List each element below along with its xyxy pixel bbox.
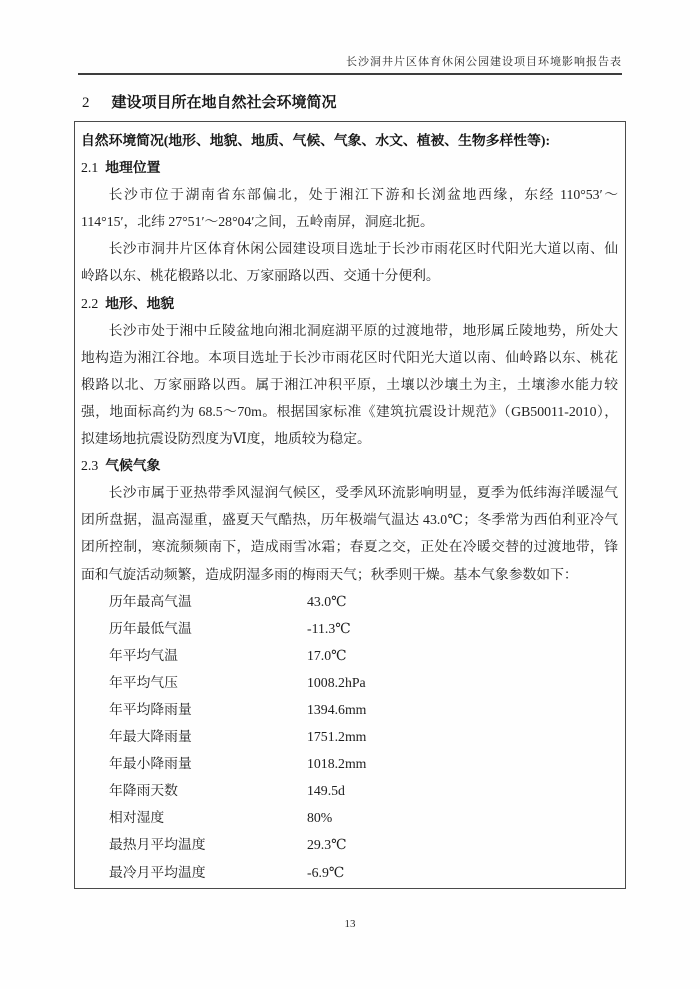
parameter-value: 149.5d <box>307 783 345 799</box>
natural-environment-panel <box>74 121 626 889</box>
parameter-label: 最冷月平均温度 <box>109 864 206 880</box>
climate-row <box>109 750 618 777</box>
climate-row <box>109 669 618 696</box>
page-footer <box>0 918 700 930</box>
header-title: 长沙洞井片区体育休闲公园建设项目环境影响报告表 <box>346 56 622 68</box>
chapter-number: 2 <box>82 95 90 111</box>
section-title: 地形、地貌 <box>105 295 175 311</box>
panel-title: 自然环境简况(地形、地貌、地质、气候、气象、水文、植被、生物多样性等): <box>81 133 551 148</box>
paragraph: 长沙市洞井片区体育休闲公园建设项目选址于长沙市雨花区时代阳光大道以南、仙岭路以东、桃花椴路以北、万家丽路以西、交通十分便利。 <box>81 241 618 284</box>
paragraph: 长沙市属于亚热带季风湿润气候区，受季风环流影响明显，夏季为低纬海洋暖湿气团所盘据，温高湿重，盛夏天气酷热，历年极端气温达 43.0℃；冬季常为西伯利亚冷气团所控制，寒流频频南下，造成雨雪冰霜；春夏之交，正处在冷暖交替的过渡地带，锋面和气旋活动频繁，造成阴湿多雨的梅雨天气；秋季则干燥。基本气象参数如下： <box>81 485 618 582</box>
parameter-value: 17.0℃ <box>307 647 347 663</box>
chapter-title: 建设项目所在地自然社会环境简况 <box>111 95 337 111</box>
climate-parameter-list <box>109 588 618 886</box>
section-heading-terrain <box>81 290 618 317</box>
climate-row <box>109 696 618 723</box>
parameter-label: 相对湿度 <box>109 810 165 826</box>
parameter-value: 1751.2mm <box>307 729 367 745</box>
parameter-value: 1008.2hPa <box>307 674 366 690</box>
parameter-value: 29.3℃ <box>307 837 347 853</box>
parameter-label: 历年最低气温 <box>109 620 192 636</box>
parameter-label: 年平均气温 <box>109 647 178 663</box>
climate-row <box>109 588 618 615</box>
parameter-label: 最热月平均温度 <box>109 837 206 853</box>
parameter-value: -11.3℃ <box>307 620 351 636</box>
section-number: 2.1 <box>81 160 99 176</box>
paragraph: 长沙市位于湖南省东部偏北，处于湘江下游和长浏盆地西缘，东经 110°53′～114°15′，北纬 27°51′～28°04′之间，五岭南屏，洞庭北扼。 <box>81 187 618 230</box>
parameter-label: 年最大降雨量 <box>109 729 192 745</box>
paragraph: 长沙市处于湘中丘陵盆地向湘北洞庭湖平原的过渡地带，地形属丘陵地势，所处大地构造为湘江谷地。本项目选址于长沙市雨花区时代阳光大道以南、仙岭路以东、桃花椴路以北、万家丽路以西。属于湘江冲积平原，土壤以沙壤土为主，土壤渗水能力较强，地面标高约为 68.5～70m。根据国家标准《建筑抗震设计规范》（GB50011-2010），拟建场地抗震设防烈度为Ⅵ度，地质较为稳定。 <box>81 322 618 447</box>
section-title: 地理位置 <box>105 160 161 176</box>
parameter-label: 年平均降雨量 <box>109 701 192 717</box>
section-title: 气候气象 <box>105 458 161 474</box>
climate-row <box>109 642 618 669</box>
chapter-heading <box>82 91 337 112</box>
parameter-value: 1394.6mm <box>307 701 367 717</box>
parameter-value: 80% <box>307 810 333 826</box>
running-header <box>78 53 622 75</box>
climate-row <box>109 615 618 642</box>
parameter-value: 1018.2mm <box>307 756 367 772</box>
climate-row <box>109 804 618 831</box>
parameter-label: 年降雨天数 <box>109 783 178 799</box>
section-heading-geography <box>81 154 618 181</box>
section-number: 2.2 <box>81 295 99 311</box>
parameter-label: 年最小降雨量 <box>109 756 192 772</box>
climate-row <box>109 723 618 750</box>
climate-row <box>109 859 618 886</box>
section-number: 2.3 <box>81 458 99 474</box>
page-number: 13 <box>344 918 356 930</box>
section-heading-climate <box>81 452 618 479</box>
parameter-value: -6.9℃ <box>307 864 345 880</box>
climate-row <box>109 777 618 804</box>
parameter-label: 历年最高气温 <box>109 593 192 609</box>
parameter-label: 年平均气压 <box>109 674 178 690</box>
parameter-value: 43.0℃ <box>307 593 347 609</box>
climate-row <box>109 831 618 858</box>
